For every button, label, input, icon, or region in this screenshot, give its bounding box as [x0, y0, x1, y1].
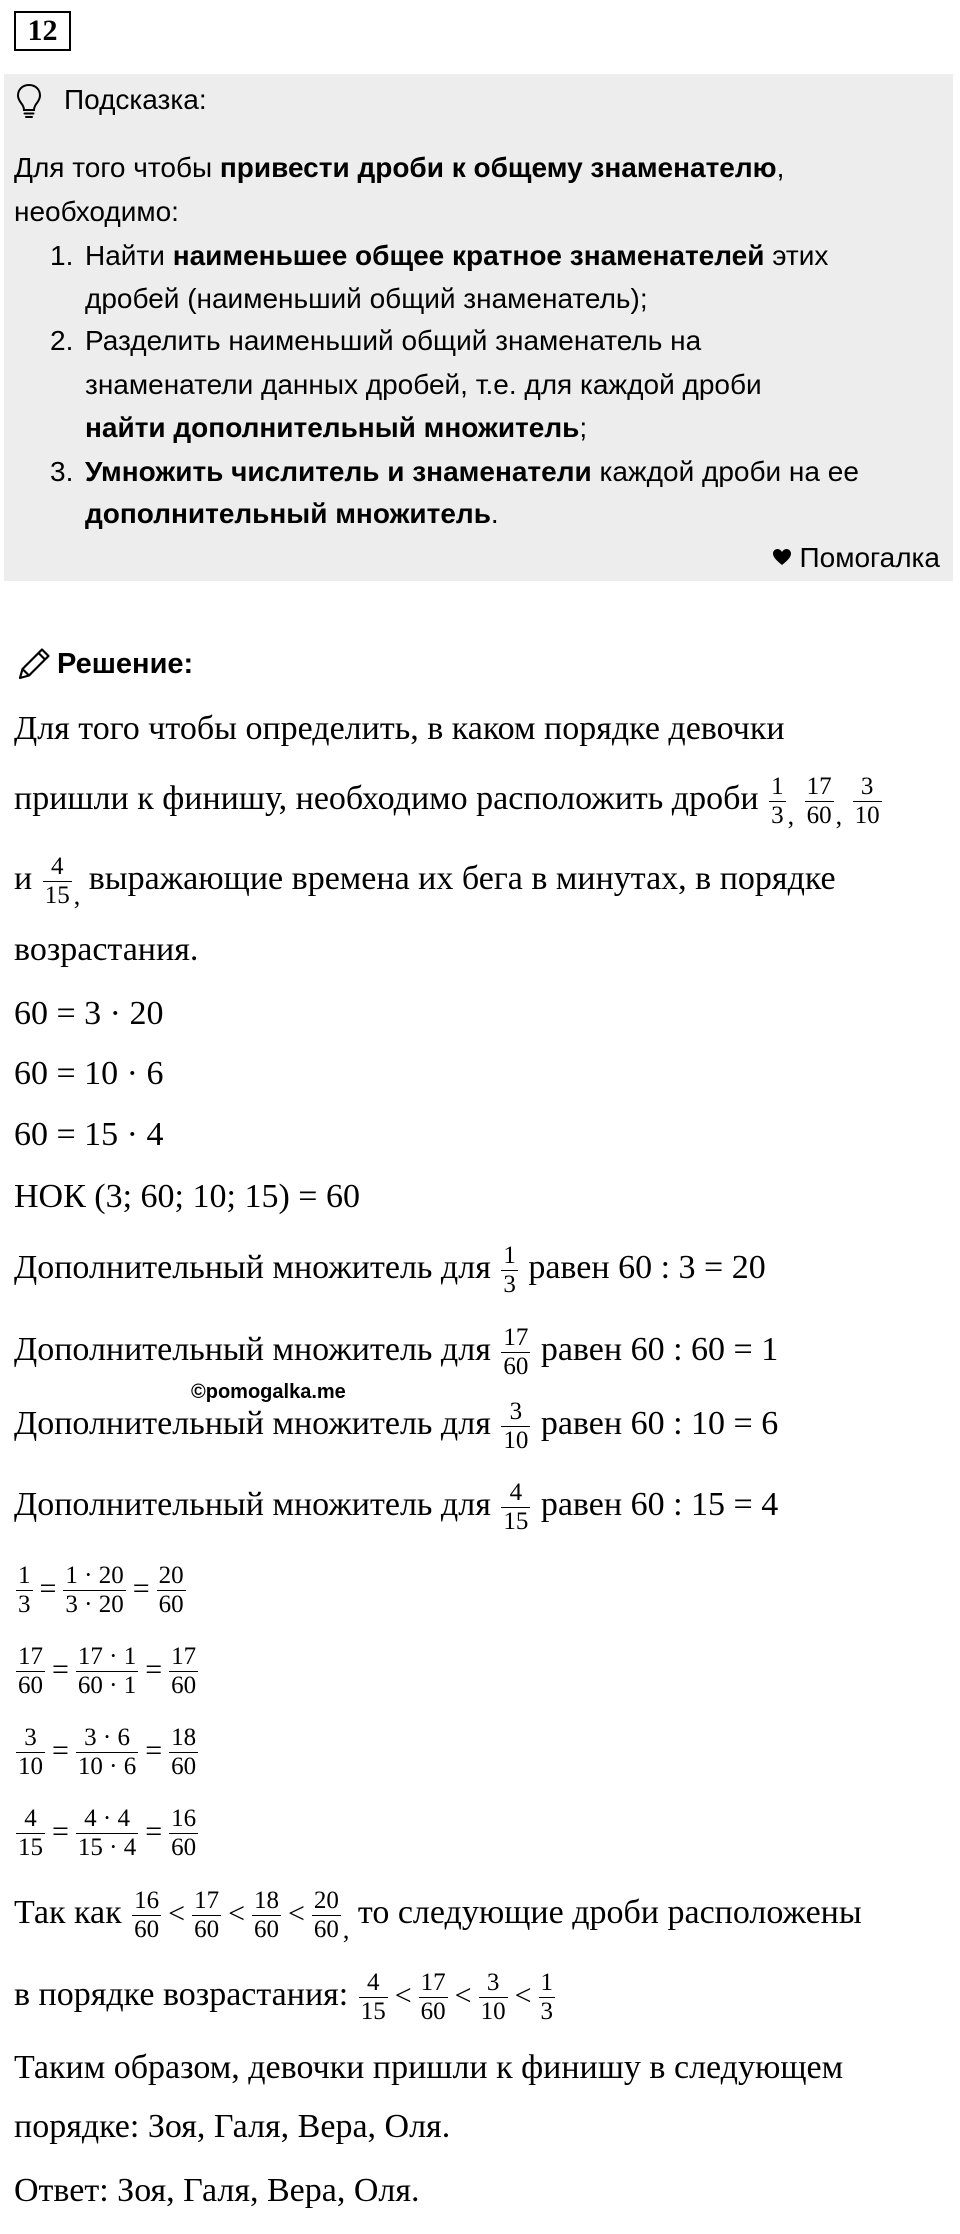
fraction-3-10	[479, 1969, 508, 2026]
fraction-1-3	[501, 1242, 518, 1299]
equals-sign: =	[39, 1572, 57, 1605]
equals-sign: =	[52, 1734, 69, 1767]
answer-line: Ответ: Зоя, Галя, Вера, Оля.	[14, 2172, 420, 2209]
factorization-line: 60 = 10 · 6	[14, 1055, 164, 1092]
fraction-numerator: 4	[16, 1805, 45, 1834]
hint-bold-text: дополнительный множитель	[85, 498, 491, 529]
multiplier-line	[14, 1472, 778, 1538]
fraction-numerator: 3 · 6	[76, 1724, 138, 1753]
comma: ,	[835, 801, 843, 830]
hint-bold-text: найти дополнительный множитель	[85, 412, 580, 443]
fraction-20-60	[157, 1562, 186, 1619]
fraction-expanded	[76, 1805, 138, 1862]
fraction-numerator: 18	[171, 1723, 197, 1751]
fraction-3-10	[853, 773, 882, 830]
fraction-expanded	[63, 1562, 125, 1619]
equals-sign: =	[145, 1734, 163, 1767]
fraction-denominator: 60	[171, 1752, 197, 1780]
multiplier-label: Дополнительный множитель для	[14, 1331, 491, 1368]
conversion-line	[14, 1798, 200, 1865]
fraction-3-10	[501, 1398, 530, 1455]
pencil-icon	[14, 644, 54, 689]
solution-text: и	[14, 860, 33, 897]
less-than-sign: <	[454, 1979, 472, 2012]
factorization-line: 60 = 3 · 20	[14, 995, 164, 1032]
solution-line	[14, 766, 884, 849]
hint-step-1-line-2: дробей (наименьший общий знаменатель);	[85, 283, 648, 314]
fraction-numerator: 1	[18, 1561, 31, 1589]
less-than-sign: <	[168, 1897, 186, 1930]
fraction-denominator: 15	[360, 1997, 386, 2025]
fraction-denominator: 60	[171, 1671, 197, 1699]
hint-bold-text: привести дроби к общему знаменателю	[219, 152, 777, 183]
fraction-numerator: 17	[18, 1642, 43, 1670]
fraction-denominator: 10	[503, 1426, 529, 1454]
fraction-denominator: 60	[806, 801, 832, 829]
factorization-line: 60 = 15 · 4	[14, 1116, 164, 1153]
fraction-denominator: 60	[171, 1833, 197, 1861]
fraction-numerator: 20	[158, 1561, 184, 1589]
fraction-numerator: 17	[171, 1642, 197, 1670]
hint-text: ,	[776, 152, 785, 183]
equals-sign: =	[132, 1572, 150, 1605]
hint-bold-text: Умножить числитель и знаменатели	[85, 456, 592, 487]
multiplier-line	[14, 1391, 778, 1457]
fraction-17-60	[805, 773, 834, 830]
fraction-17-60	[419, 1969, 448, 2026]
multiplier-label: Дополнительный множитель для	[14, 1249, 491, 1286]
hint-text: каждой дроби на ее	[591, 456, 859, 487]
fraction-numerator: 1	[503, 1241, 516, 1269]
fraction-1-3	[16, 1562, 33, 1619]
order-line	[14, 1962, 557, 2029]
solution-text: в порядке возрастания:	[14, 1976, 349, 2013]
fraction-denominator: 60	[134, 1915, 160, 1943]
hint-signature	[772, 538, 940, 578]
hint-intro-line-1	[14, 148, 784, 188]
fraction-4-15	[16, 1805, 45, 1862]
less-than-sign: <	[514, 1979, 532, 2012]
fraction-numerator: 20	[313, 1886, 339, 1914]
multiplier-label: Дополнительный множитель для	[14, 1405, 491, 1442]
hint-text: .	[490, 498, 499, 529]
multiplier-result: равен 60 : 15 = 4	[540, 1486, 779, 1523]
fraction-denominator: 10	[854, 801, 880, 829]
fraction-4-15	[43, 853, 72, 910]
fraction-numerator: 3	[501, 1398, 530, 1427]
solution-line: возрастания.	[14, 931, 199, 968]
solution-text: выражающие времена их бега в минутах, в порядке	[88, 860, 836, 897]
hint-step-3-line-1	[85, 452, 859, 492]
fraction-denominator: 60 · 1	[77, 1671, 137, 1699]
multiplier-result: равен 60 : 10 = 6	[540, 1405, 779, 1442]
task-number-box: 12	[14, 11, 71, 51]
fraction-1-3	[539, 1969, 556, 2026]
fraction-denominator: 3	[18, 1590, 31, 1618]
conversion-line	[14, 1555, 188, 1622]
fraction-4-15	[359, 1969, 388, 2026]
less-than-sign: <	[288, 1897, 305, 1930]
hint-text: Для того чтобы	[14, 152, 220, 183]
fraction-numerator: 4 · 4	[76, 1805, 138, 1834]
watermark: ©pomogalka.me	[191, 1381, 346, 1403]
multiplier-result: равен 60 : 3 = 20	[528, 1249, 766, 1286]
fraction-denominator: 15	[503, 1507, 529, 1535]
fraction-denominator: 15	[44, 881, 70, 909]
multiplier-line	[14, 1235, 766, 1301]
solution-title: Решение:	[57, 648, 194, 680]
less-than-sign: <	[394, 1979, 412, 2012]
hint-step-2-line-2: знаменатели данных дробей, т.е. для каждой дроби	[85, 369, 762, 400]
solution-text: пришли к финишу, необходимо расположить дроби	[14, 780, 759, 817]
fraction-denominator: 60	[194, 1915, 220, 1943]
equals-sign: =	[52, 1653, 69, 1686]
fraction-numerator: 1	[771, 772, 784, 800]
fraction-numerator: 17 · 1	[77, 1642, 137, 1670]
solution-text: то следующие дроби расположены	[357, 1894, 862, 1931]
fraction-17-60	[192, 1887, 221, 1944]
conclusion-line: Таким образом, девочки пришли к финишу в следующем	[14, 2049, 844, 2086]
hint-text: ;	[579, 412, 588, 443]
equals-sign: =	[145, 1815, 163, 1848]
fraction-numerator: 17	[420, 1968, 446, 1996]
fraction-denominator: 3	[771, 801, 784, 829]
hint-step-number: 3.	[50, 456, 74, 487]
fraction-numerator: 3	[479, 1969, 508, 1998]
fraction-16-60	[169, 1805, 198, 1862]
hint-bold-text: наименьшее общее кратное знаменателей	[172, 240, 765, 271]
equals-sign: =	[145, 1653, 163, 1686]
hint-step-3-line-2	[85, 494, 499, 534]
fraction-numerator: 16	[134, 1886, 160, 1914]
fraction-denominator: 10	[480, 1997, 506, 2025]
lcm-line: НОК (3; 60; 10; 15) = 60	[14, 1178, 360, 1215]
multiplier-result: равен 60 : 60 = 1	[540, 1331, 779, 1368]
solution-text: Так как	[14, 1894, 122, 1931]
fraction-denominator: 60	[313, 1915, 339, 1943]
fraction-numerator: 3	[16, 1724, 45, 1753]
signature-text: Помогалка	[799, 542, 940, 573]
fraction-numerator: 1 · 20	[65, 1561, 124, 1589]
fraction-numerator: 4	[359, 1969, 388, 1998]
fraction-denominator: 60	[420, 1997, 446, 2025]
fraction-numerator: 4	[43, 853, 72, 882]
equals-sign: =	[52, 1815, 69, 1848]
conversion-line	[14, 1636, 200, 1703]
hint-step-number: 1.	[50, 240, 74, 271]
less-than-sign: <	[228, 1897, 245, 1930]
fraction-denominator: 60	[158, 1590, 184, 1618]
fraction-17-60	[16, 1643, 45, 1700]
comma: ,	[73, 881, 81, 910]
fraction-denominator: 60	[254, 1915, 279, 1943]
comparison-line	[14, 1880, 862, 1963]
fraction-17-60	[169, 1643, 198, 1700]
hint-text: Найти	[85, 240, 173, 271]
lightbulb-icon	[14, 82, 44, 125]
multiplier-label: Дополнительный множитель для	[14, 1486, 491, 1523]
fraction-3-10	[16, 1724, 45, 1781]
fraction-18-60	[169, 1724, 198, 1781]
fraction-denominator: 60	[18, 1671, 43, 1699]
solution-line: Для того чтобы определить, в каком порядке девочки	[14, 710, 785, 747]
fraction-numerator: 17	[503, 1323, 529, 1351]
fraction-denominator: 3	[503, 1270, 516, 1298]
fraction-denominator: 15 · 4	[77, 1833, 137, 1861]
fraction-denominator: 3	[540, 1997, 553, 2025]
heart-icon	[772, 542, 800, 573]
fraction-4-15	[501, 1479, 530, 1536]
fraction-denominator: 60	[503, 1352, 529, 1380]
fraction-1-3	[769, 773, 786, 830]
multiplier-line	[14, 1317, 778, 1383]
fraction-expanded	[76, 1643, 138, 1700]
hint-step-2-line-1: Разделить наименьший общий знаменатель на	[85, 325, 702, 356]
hint-step-number: 2.	[50, 325, 74, 356]
fraction-numerator: 3	[853, 773, 882, 802]
conclusion-line: порядке: Зоя, Галя, Вера, Оля.	[14, 2108, 451, 2145]
fraction-18-60	[252, 1887, 281, 1944]
hint-intro-line-2: необходимо:	[14, 196, 179, 227]
fraction-denominator: 10 · 6	[77, 1752, 137, 1780]
fraction-numerator: 17	[194, 1886, 220, 1914]
fraction-20-60	[312, 1887, 341, 1944]
fraction-numerator: 16	[171, 1804, 197, 1832]
fraction-numerator: 4	[501, 1479, 530, 1508]
fraction-denominator: 10	[18, 1752, 43, 1780]
fraction-numerator: 1	[540, 1968, 553, 1996]
fraction-17-60	[501, 1324, 530, 1381]
fraction-denominator: 15	[18, 1833, 43, 1861]
conversion-line	[14, 1717, 200, 1784]
fraction-denominator: 3 · 20	[65, 1590, 124, 1618]
fraction-numerator: 18	[254, 1886, 279, 1914]
hint-step-1-line-1	[85, 236, 828, 276]
hint-title: Подсказка:	[64, 84, 207, 115]
fraction-numerator: 17	[806, 772, 832, 800]
hint-text: этих	[764, 240, 829, 271]
comma: ,	[787, 801, 795, 830]
fraction-16-60	[132, 1887, 161, 1944]
hint-step-2-line-3	[85, 408, 587, 448]
fraction-expanded	[76, 1724, 138, 1781]
solution-line	[14, 846, 836, 929]
comma: ,	[342, 1915, 350, 1944]
